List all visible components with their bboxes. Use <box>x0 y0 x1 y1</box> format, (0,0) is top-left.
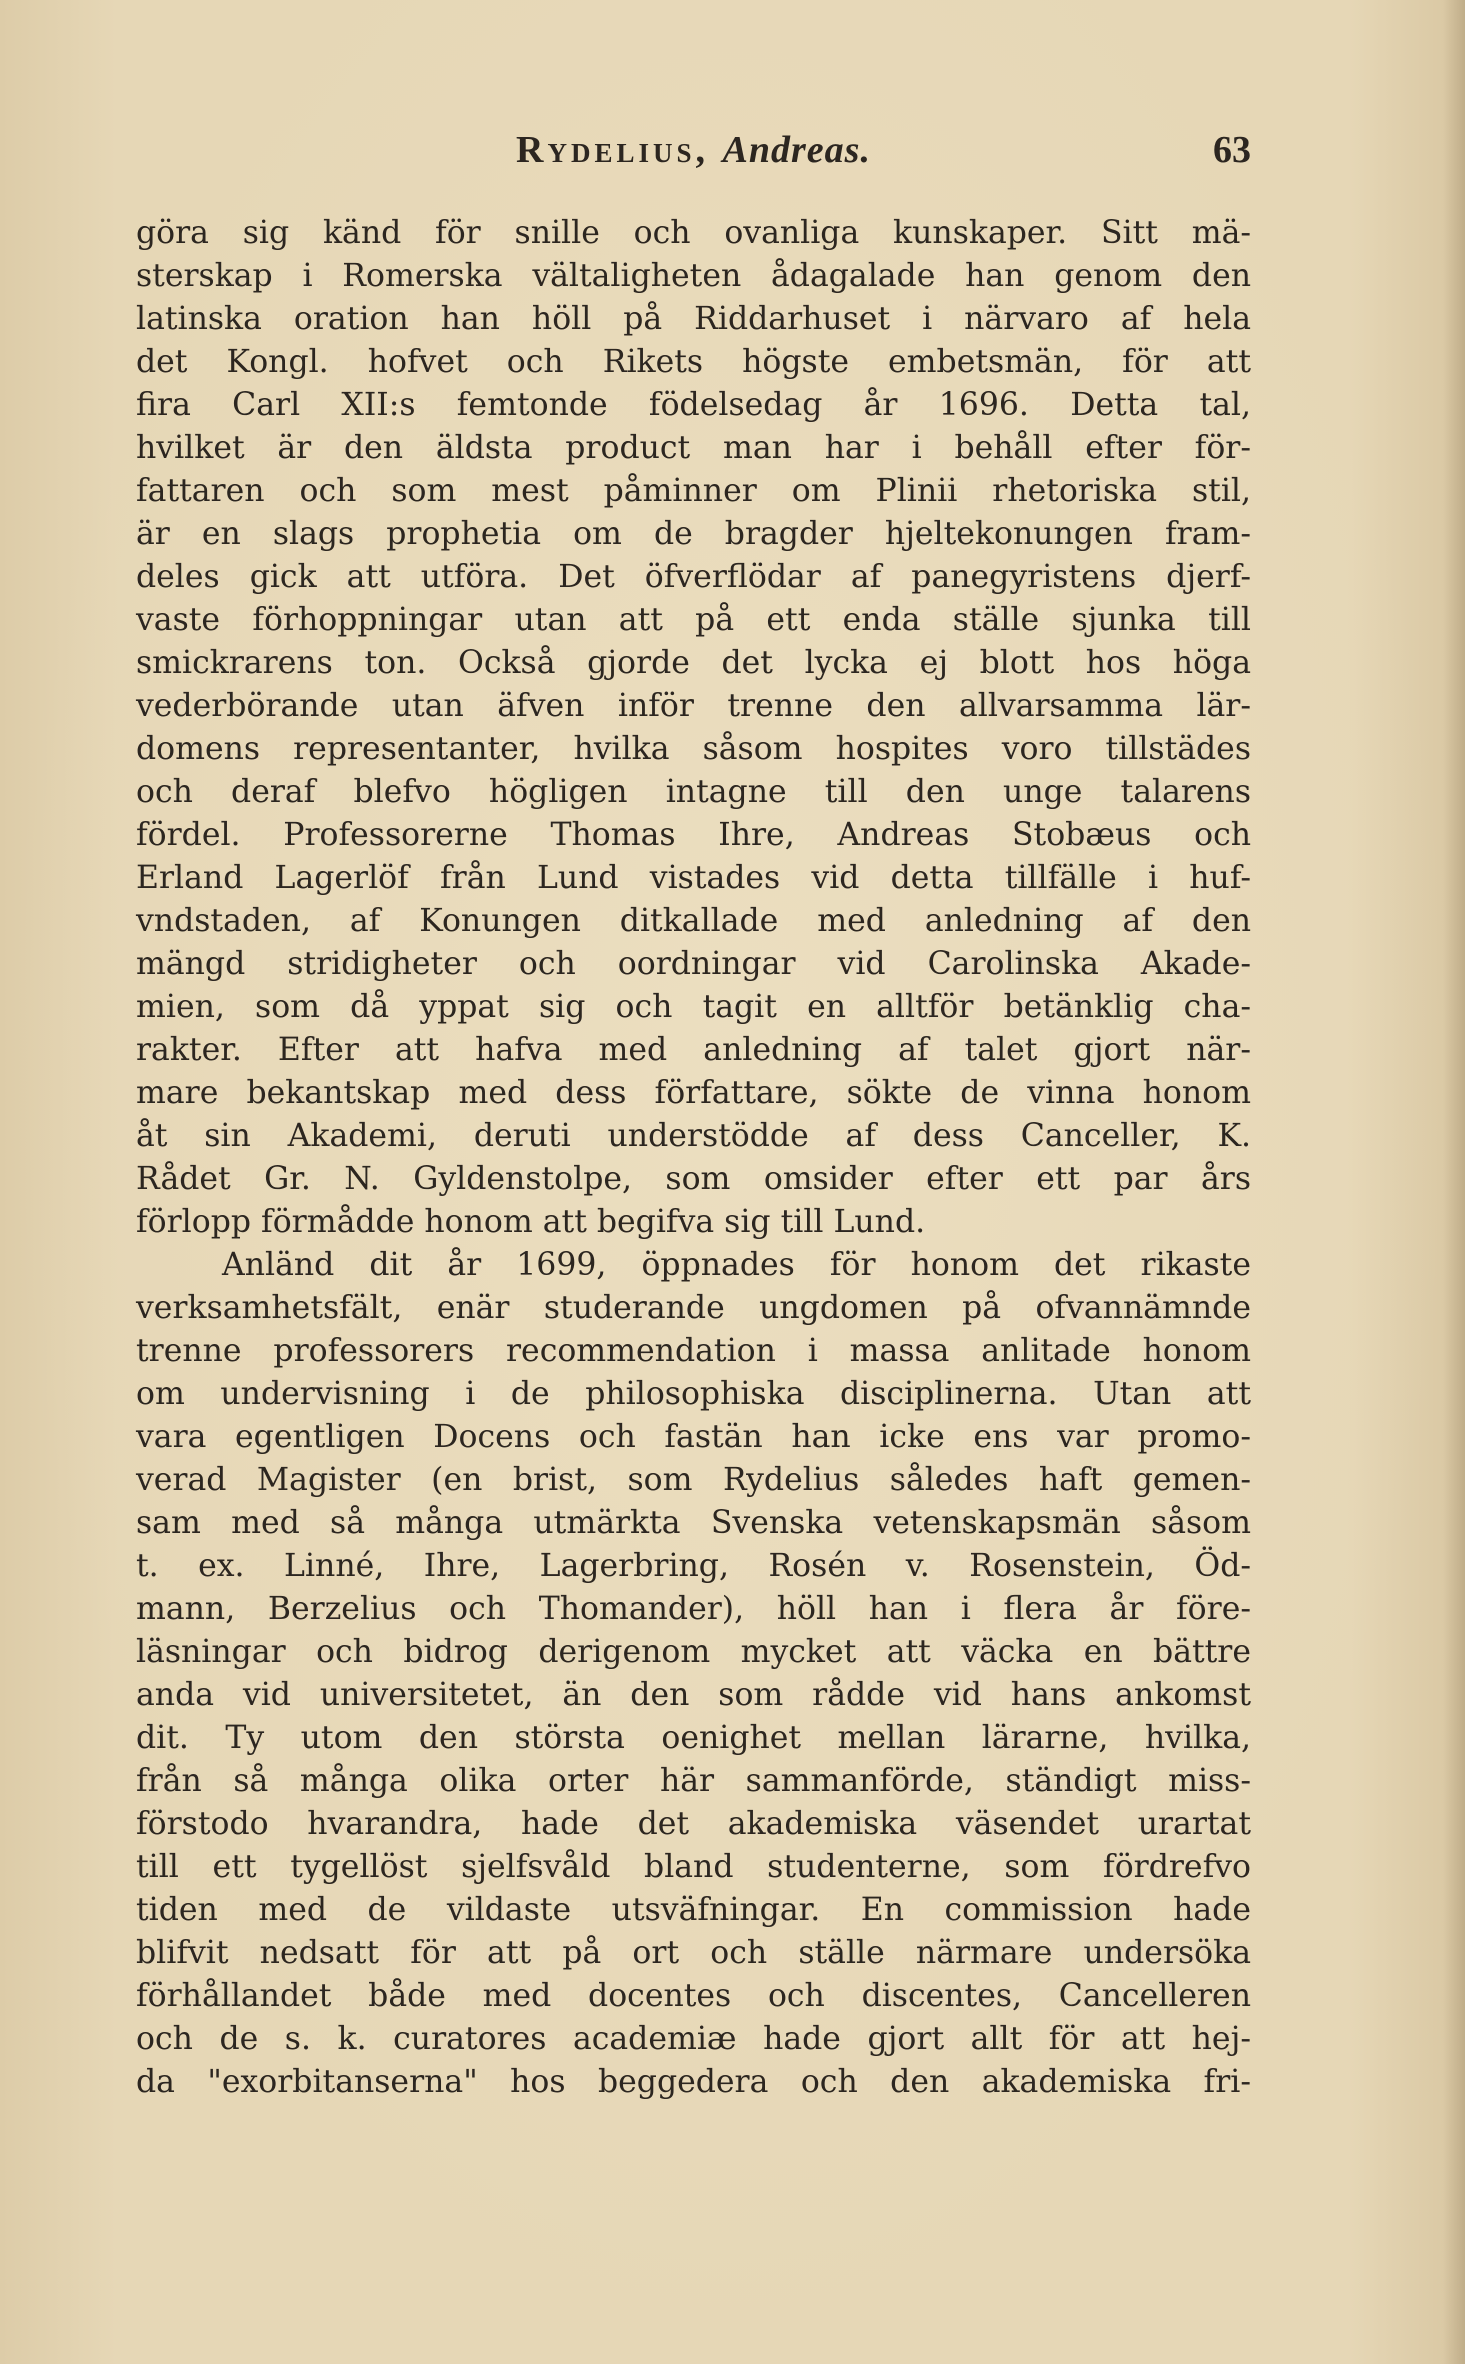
text-line: hvilket är den äldsta product man har i behåll efter för- <box>136 430 1251 466</box>
text-line: tiden med de vildaste utsväfningar. En commission hade <box>136 1892 1251 1928</box>
running-head <box>136 128 1251 172</box>
text-line: vndstaden, af Konungen ditkallade med anledning af den <box>136 903 1251 939</box>
text-line: verad Magister (en brist, som Rydelius således haft gemen- <box>136 1462 1251 1498</box>
text-line: blifvit nedsatt för att på ort och ställe närmare undersöka <box>136 1935 1251 1971</box>
running-head-surname: ydelius <box>547 129 696 171</box>
text-line: mann, Berzelius och Thomander), höll han i flera år före- <box>136 1591 1251 1627</box>
text-line: deles gick att utföra. Det öfverflödar af panegyristens djerf- <box>136 559 1251 595</box>
text-line: fira Carl XII:s femtonde födelsedag år 1696. Detta tal, <box>136 387 1251 423</box>
text-line: sterskap i Romerska vältaligheten ådagalade han genom den <box>136 258 1251 294</box>
text-line: domens representanter, hvilka såsom hospites voro tillstädes <box>136 731 1251 767</box>
text-line: till ett tygellöst sjelfsvåld bland studenterne, som fördrefvo <box>136 1849 1251 1885</box>
text-line: läsningar och bidrog derigenom mycket att väcka en bättre <box>136 1634 1251 1670</box>
text-line: om undervisning i de philosophiska disciplinerna. Utan att <box>136 1376 1251 1412</box>
text-line: t. ex. Linné, Ihre, Lagerbring, Rosén v. Rosenstein, Öd- <box>136 1548 1251 1584</box>
text-line: från så många olika orter här sammanförde, ständigt miss- <box>136 1763 1251 1799</box>
text-line: mängd stridigheter och oordningar vid Carolinska Akade- <box>136 946 1251 982</box>
running-head-separator: , <box>695 129 710 171</box>
text-line: mare bekantskap med dess författare, sökte de vinna honom <box>136 1075 1251 1111</box>
text-line: rakter. Efter att hafva med anledning af talet gjort när- <box>136 1032 1251 1068</box>
text-line: Rådet Gr. N. Gyldenstolpe, som omsider efter ett par års <box>136 1161 1251 1197</box>
text-line: verksamhetsfält, enär studerande ungdomen på ofvannämnde <box>136 1290 1251 1326</box>
text-line: trenne professorers recommendation i massa anlitade honom <box>136 1333 1251 1369</box>
text-line: förstodo hvarandra, hade det akademiska väsendet urartat <box>136 1806 1251 1842</box>
text-line: förhållandet både med docentes och discentes, Cancelleren <box>136 1978 1251 2014</box>
paragraph <box>136 212 1251 1244</box>
text-line: förlopp förmådde honom att begifva sig till Lund. <box>136 1204 926 1240</box>
text-line: sam med så många utmärkta Svenska vetenskapsmän såsom <box>136 1505 1251 1541</box>
running-head-given-name: Andreas. <box>722 129 871 171</box>
text-line: dit. Ty utom den största oenighet mellan lärarne, hvilka, <box>136 1720 1251 1756</box>
text-line: anda vid universitetet, än den som rådde vid hans ankomst <box>136 1677 1251 1713</box>
text-line: smickrarens ton. Också gjorde det lycka ej blott hos höga <box>136 645 1251 681</box>
text-line: mien, som då yppat sig och tagit en alltför betänklig cha- <box>136 989 1251 1025</box>
page-edge-shadow <box>1443 0 1465 2364</box>
text-line: vederbörande utan äfven inför trenne den allvarsamma lär- <box>136 688 1251 724</box>
text-line: fördel. Professorerne Thomas Ihre, Andreas Stobæus och <box>136 817 1251 853</box>
text-line: Erland Lagerlöf från Lund vistades vid detta tillfälle i huf- <box>136 860 1251 896</box>
text-line: åt sin Akademi, deruti understödde af dess Canceller, K. <box>136 1118 1251 1154</box>
text-line: och de s. k. curatores academiæ hade gjort allt för att hej- <box>136 2021 1251 2057</box>
page-number: 63 <box>1213 129 1251 171</box>
text-line: är en slags prophetia om de bragder hjeltekonungen fram- <box>136 516 1251 552</box>
text-line: latinska oration han höll på Riddarhuset i närvaro af hela <box>136 301 1251 337</box>
text-line: göra sig känd för snille och ovanliga kunskaper. Sitt mä- <box>136 215 1251 251</box>
body-text <box>136 212 1251 2104</box>
page-header <box>136 128 1251 188</box>
text-line: fattaren och som mest påminner om Plinii rhetoriska stil, <box>136 473 1251 509</box>
text-line: och deraf blefvo högligen intagne till den unge talarens <box>136 774 1251 810</box>
text-line: Anländ dit år 1699, öppnades för honom det rikaste <box>222 1247 1251 1283</box>
running-head-surname-initial: R <box>516 129 548 171</box>
text-line: vaste förhoppningar utan att på ett enda ställe sjunka till <box>136 602 1251 638</box>
text-line: da "exorbitanserna" hos beggedera och den akademiska fri- <box>136 2064 1251 2100</box>
text-line: vara egentligen Docens och fastän han icke ens var promo- <box>136 1419 1251 1455</box>
paragraph <box>136 1244 1251 2104</box>
text-line: det Kongl. hofvet och Rikets högste embetsmän, för att <box>136 344 1251 380</box>
